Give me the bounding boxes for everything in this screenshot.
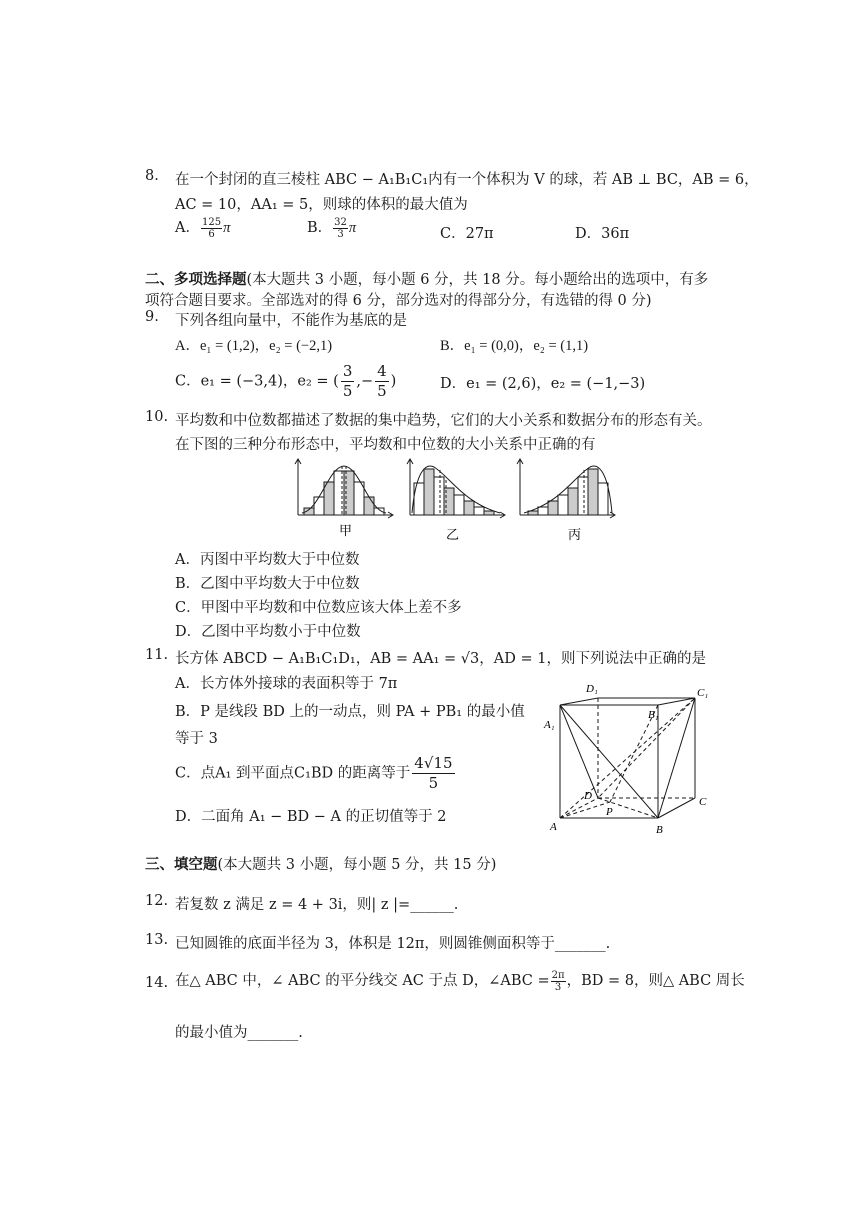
q11-option-c <box>175 754 457 793</box>
q13-number: 13. <box>145 932 169 948</box>
label-a: A <box>550 821 557 833</box>
q11-stem: 长方体 ABCD − A₁B₁C₁D₁，AB = AA₁ = √3，AD = 1，则下列说法中正确的是 <box>175 651 706 667</box>
figure-bing <box>517 459 615 518</box>
q9-c-post: ) <box>390 373 397 390</box>
q9-c-pre: C．e₁ = (−3,4)，e₂ = ( <box>175 373 339 390</box>
figure-jia <box>295 459 393 518</box>
q11-c-denominator: 5 <box>428 774 439 792</box>
q8-b-numerator: 32 <box>334 216 347 228</box>
section2-heading <box>145 268 708 289</box>
q8-option-b-label: B． <box>307 220 333 236</box>
q8-a-denominator: 6 <box>208 228 215 240</box>
q9-c-mid: ,− <box>356 373 374 390</box>
q8-option-a-label: A． <box>175 220 200 236</box>
label-d: D <box>584 790 592 802</box>
q9-c-frac2-den: 5 <box>377 382 387 400</box>
q9-option-c <box>175 362 396 401</box>
q10-option-d: D．乙图中平均数小于中位数 <box>175 624 361 640</box>
q14-frac-den: 3 <box>554 981 562 993</box>
q8-stem-line2: AC = 10，AA₁ = 5，则球的体积的最大值为 <box>175 197 468 213</box>
q14-line1 <box>175 969 745 993</box>
q10-stem-line2: 在下图的三种分布形态中，平均数和中位数的大小关系中正确的有 <box>175 437 596 453</box>
q14-pre: 在△ ABC 中，∠ ABC 的平分线交 AC 于点 D，∠ABC = <box>175 973 550 989</box>
q8-number: 8. <box>145 168 159 184</box>
q10-distribution-figures <box>290 455 620 545</box>
q9-c-frac1-num: 3 <box>342 362 353 380</box>
q8-option-b <box>307 216 356 240</box>
q11-option-d: D．二面角 A₁ − BD − A 的正切值等于 2 <box>175 809 447 825</box>
q8-b-denominator: 3 <box>337 228 344 240</box>
q10-stem-line1: 平均数和中位数都描述了数据的集中趋势，它们的大小关系和数据分布的形态有关。 <box>175 413 712 429</box>
section3-title: 三、填空题 <box>145 856 218 873</box>
section3-desc: (本大题共 3 小题，每小题 5 分，共 15 分) <box>217 857 497 873</box>
q12-number: 12. <box>145 893 169 909</box>
label-b: B <box>656 824 663 836</box>
q11-option-b-line2: 等于 3 <box>175 731 218 747</box>
q10-option-b: B．乙图中平均数大于中位数 <box>175 576 360 592</box>
q8-option-a <box>175 216 230 240</box>
label-p: P <box>606 806 613 818</box>
section2-desc-line1: (本大题共 3 小题，每小题 6 分，共 18 分。每小题给出的选项中，有多 <box>246 272 709 288</box>
section3-heading <box>145 853 496 874</box>
label-b1: B₁ <box>648 709 659 721</box>
section2-title: 二、多项选择题 <box>145 271 247 288</box>
q9-number: 9. <box>145 309 159 325</box>
q10-option-a: A．丙图中平均数大于中位数 <box>175 552 360 568</box>
q9-c-frac2-num: 4 <box>377 362 387 380</box>
q9-option-a: A．e₁ = (1,2)，e₂ = (−2,1) <box>175 338 333 354</box>
fig-label-yi: 乙 <box>446 527 460 542</box>
q14-frac-num: 2π <box>551 969 565 981</box>
q10-number: 10. <box>145 409 169 425</box>
fig-label-bing: 丙 <box>568 527 582 542</box>
label-c: C <box>699 796 707 808</box>
q8-a-numerator: 125 <box>201 216 222 228</box>
figure-yi <box>407 459 505 518</box>
fig-label-jia: 甲 <box>339 523 353 538</box>
q9-stem: 下列各组向量中，不能作为基底的是 <box>175 313 407 329</box>
section2-desc-line2: 项符合题目要求。全部选对的得 6 分，部分选对的得部分分，有选错的得 0 分) <box>145 293 652 309</box>
q13-text: 已知圆锥的底面半径为 3，体积是 12π，则圆锥侧面积等于_______. <box>175 936 611 952</box>
q11-option-a: A．长方体外接球的表面积等于 7π <box>175 676 398 692</box>
q11-number: 11. <box>145 647 169 663</box>
label-a1: A₁ <box>544 719 555 731</box>
q14-post: ，BD = 8，则△ ABC 周长 <box>566 973 745 989</box>
q14-number: 14. <box>145 975 169 991</box>
label-d1: D₁ <box>586 683 598 695</box>
q12-text: 若复数 z 满足 z = 4 + 3i，则| z |=______. <box>175 897 459 913</box>
q8-a-pi: π <box>223 220 231 236</box>
q8-option-d: D．36π <box>575 226 630 242</box>
q11-c-numerator: 4√15 <box>414 754 453 772</box>
q11-cuboid-figure <box>540 678 720 843</box>
q9-option-d: D．e₁ = (2,6)，e₂ = (−1,−3) <box>440 376 646 392</box>
q14-line2: 的最小值为_______. <box>175 1025 303 1041</box>
q8-option-c: C．27π <box>440 226 494 242</box>
q9-option-b: B．e₁ = (0,0)，e₂ = (1,1) <box>440 338 589 354</box>
q8-stem-line1: 在一个封闭的直三棱柱 ABC − A₁B₁C₁内有一个体积为 V 的球，若 AB ⊥ BC，AB = 6， <box>175 172 759 188</box>
label-c1: C₁ <box>697 687 709 699</box>
q11-option-b-line1: B．P 是线段 BD 上的一动点，则 PA + PB₁ 的最小值 <box>175 704 525 720</box>
q10-option-c: C．甲图中平均数和中位数应该大体上差不多 <box>175 600 462 616</box>
q9-c-frac1-den: 5 <box>342 382 353 400</box>
q11-c-pre: C．点A₁ 到平面点C₁BD 的距离等于 <box>175 765 411 782</box>
q8-b-pi: π <box>348 220 357 236</box>
